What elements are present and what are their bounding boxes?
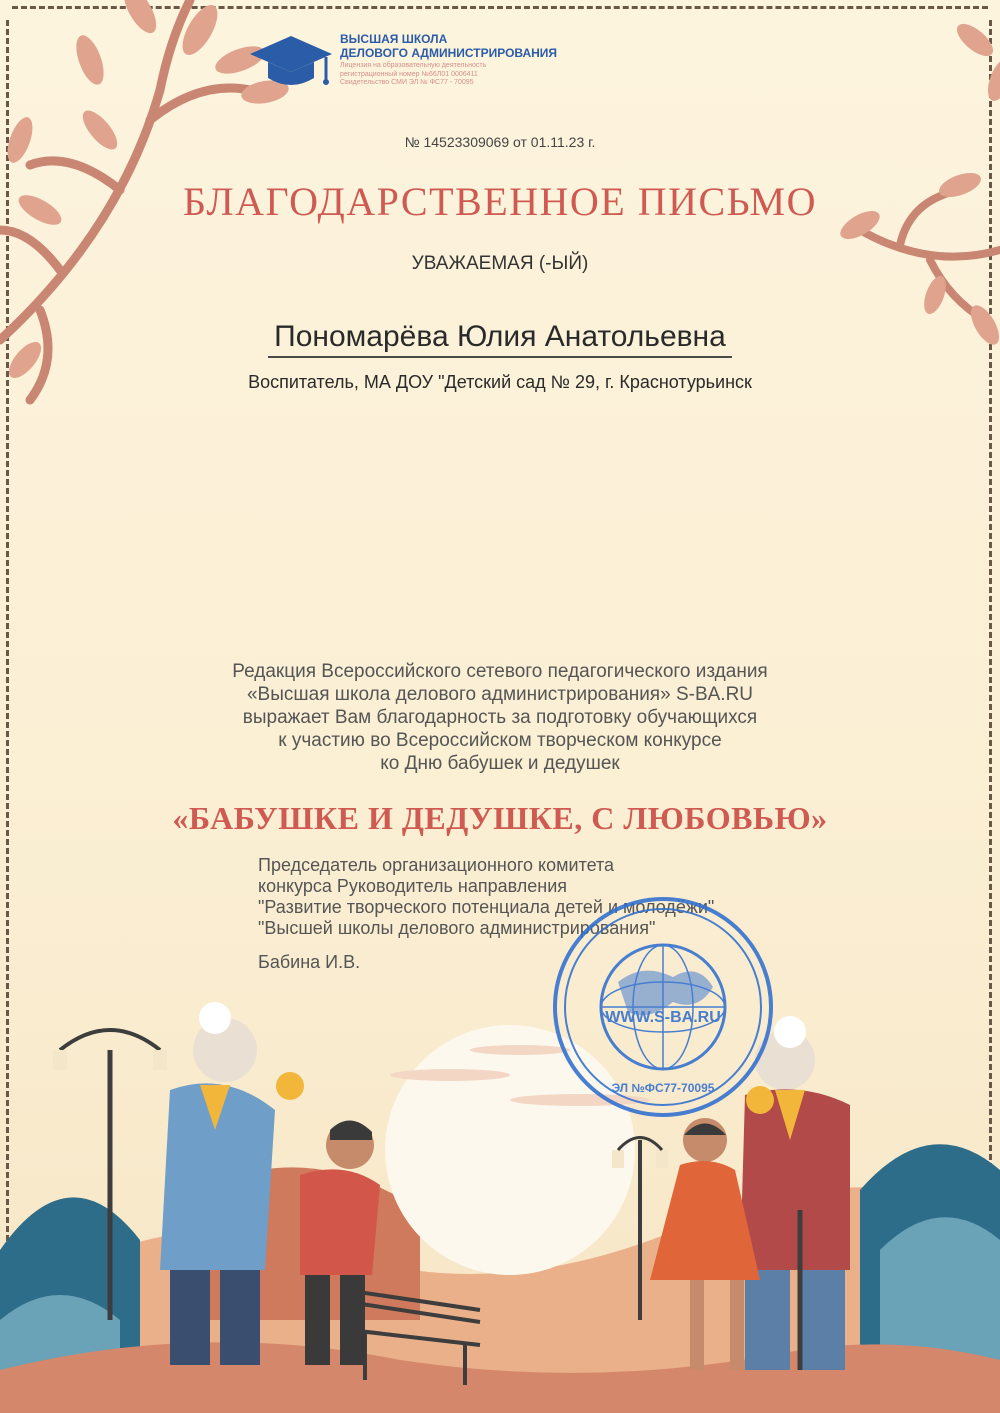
signer-name: Бабина И.В. (258, 952, 361, 972)
school-logo (248, 28, 578, 98)
graduation-cap-icon (248, 32, 334, 94)
stamp-website: WWW.S-BA.RU (605, 1009, 721, 1026)
logo-license-text: Лицензия на образовательную деятельность регистрационный номер №66Л01 0006411 Свидетельство СМИ ЭЛ № ФС77 - 70095 (340, 62, 487, 86)
recipient-block (0, 320, 1000, 358)
gratitude-text (140, 660, 860, 775)
gratitude-line: к участию во Всероссийском творческом конкурсе (278, 730, 722, 751)
signature-line: Председатель организационного комитета (258, 855, 615, 875)
stamp-registration: ЭЛ №ФС77-70095 (611, 1081, 715, 1095)
signature-line: "Развитие творческого потенциала детей и молодёжи" (258, 897, 715, 917)
recipient-name: Пономарёва Юлия Анатольевна (268, 320, 732, 358)
signature-line: конкурса Руководитель направления (258, 876, 568, 896)
gratitude-line: выражает Вам благодарность за подготовку обучающихся (242, 707, 758, 728)
certificate-title: БЛАГОДАРСТВЕННОЕ ПИСЬМО (182, 179, 817, 224)
official-stamp (548, 892, 778, 1122)
grandparents-illustration (0, 990, 1000, 1413)
document-number: № 14523309069 от 01.11.23 г. (404, 134, 596, 150)
gratitude-line: Редакция Всероссийского сетевого педагогического издания (232, 661, 768, 682)
salutation: УВАЖАЕМАЯ (-ЫЙ) (411, 253, 589, 274)
gratitude-line: ко Дню бабушек и дедушек (380, 753, 620, 774)
gratitude-line: «Высшая школа делового администрирования» S-BA.RU (246, 684, 754, 705)
signature-line: "Высшей школы делового администрирования" (258, 918, 656, 938)
logo-title: ВЫСШАЯ ШКОЛА ДЕЛОВОГО АДМИНИСТРИРОВАНИЯ (340, 32, 558, 60)
recipient-position: Воспитатель, МА ДОУ "Детский сад № 29, г. Краснотурьинск (248, 372, 752, 392)
contest-name: «БАБУШКЕ И ДЕДУШКЕ, С ЛЮБОВЬЮ» (172, 800, 828, 836)
